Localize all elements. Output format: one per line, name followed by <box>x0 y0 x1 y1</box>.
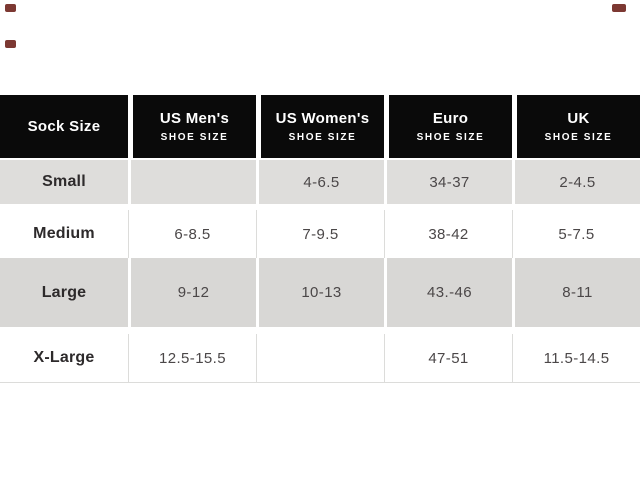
cell-small-euro: 34-37 <box>384 160 512 204</box>
table-row-xlarge <box>0 334 640 383</box>
row-label-cell: Small <box>0 160 128 204</box>
cell-large-us-womens: 10-13 <box>256 258 384 327</box>
cell-small-uk: 2-4.5 <box>512 160 640 204</box>
col-title: Sock Size <box>27 118 101 135</box>
col-subtitle: SHOE SIZE <box>288 132 357 143</box>
red-speck-mark <box>612 4 626 12</box>
sock-size-table <box>0 95 640 383</box>
col-subtitle: SHOE SIZE <box>416 132 485 143</box>
red-speck-mark <box>5 40 16 48</box>
col-header-uk <box>512 95 640 158</box>
col-header-sock-size <box>0 95 128 158</box>
cell-medium-us-mens: 6-8.5 <box>128 210 256 258</box>
cell-xlarge-us-mens: 12.5-15.5 <box>128 334 256 382</box>
col-subtitle: SHOE SIZE <box>160 132 229 143</box>
cell-large-uk: 8-11 <box>512 258 640 327</box>
cell-small-us-mens <box>128 160 256 204</box>
col-title: US Men's <box>159 110 230 127</box>
col-subtitle: SHOE SIZE <box>544 132 613 143</box>
row-label-cell: Large <box>0 258 128 327</box>
cell-small-us-womens: 4-6.5 <box>256 160 384 204</box>
col-header-us-womens <box>256 95 384 158</box>
cell-large-us-mens: 9-12 <box>128 258 256 327</box>
cell-medium-uk: 5-7.5 <box>512 210 640 258</box>
red-speck-mark <box>5 4 16 12</box>
cell-xlarge-euro: 47-51 <box>384 334 512 382</box>
col-header-us-mens <box>128 95 256 158</box>
col-title: US Women's <box>275 110 370 127</box>
col-title: Euro <box>432 110 469 127</box>
cell-xlarge-us-womens <box>256 334 384 382</box>
cell-medium-us-womens: 7-9.5 <box>256 210 384 258</box>
table-row-medium <box>0 210 640 258</box>
cell-medium-euro: 38-42 <box>384 210 512 258</box>
col-title: UK <box>567 110 590 127</box>
row-label-cell: Medium <box>0 210 128 258</box>
row-label-cell: X-Large <box>0 334 128 382</box>
table-row-large <box>0 258 640 327</box>
table-header-row <box>0 95 640 158</box>
col-header-euro <box>384 95 512 158</box>
cell-large-euro: 43.-46 <box>384 258 512 327</box>
table-row-small <box>0 160 640 204</box>
cell-xlarge-uk: 11.5-14.5 <box>512 334 640 382</box>
